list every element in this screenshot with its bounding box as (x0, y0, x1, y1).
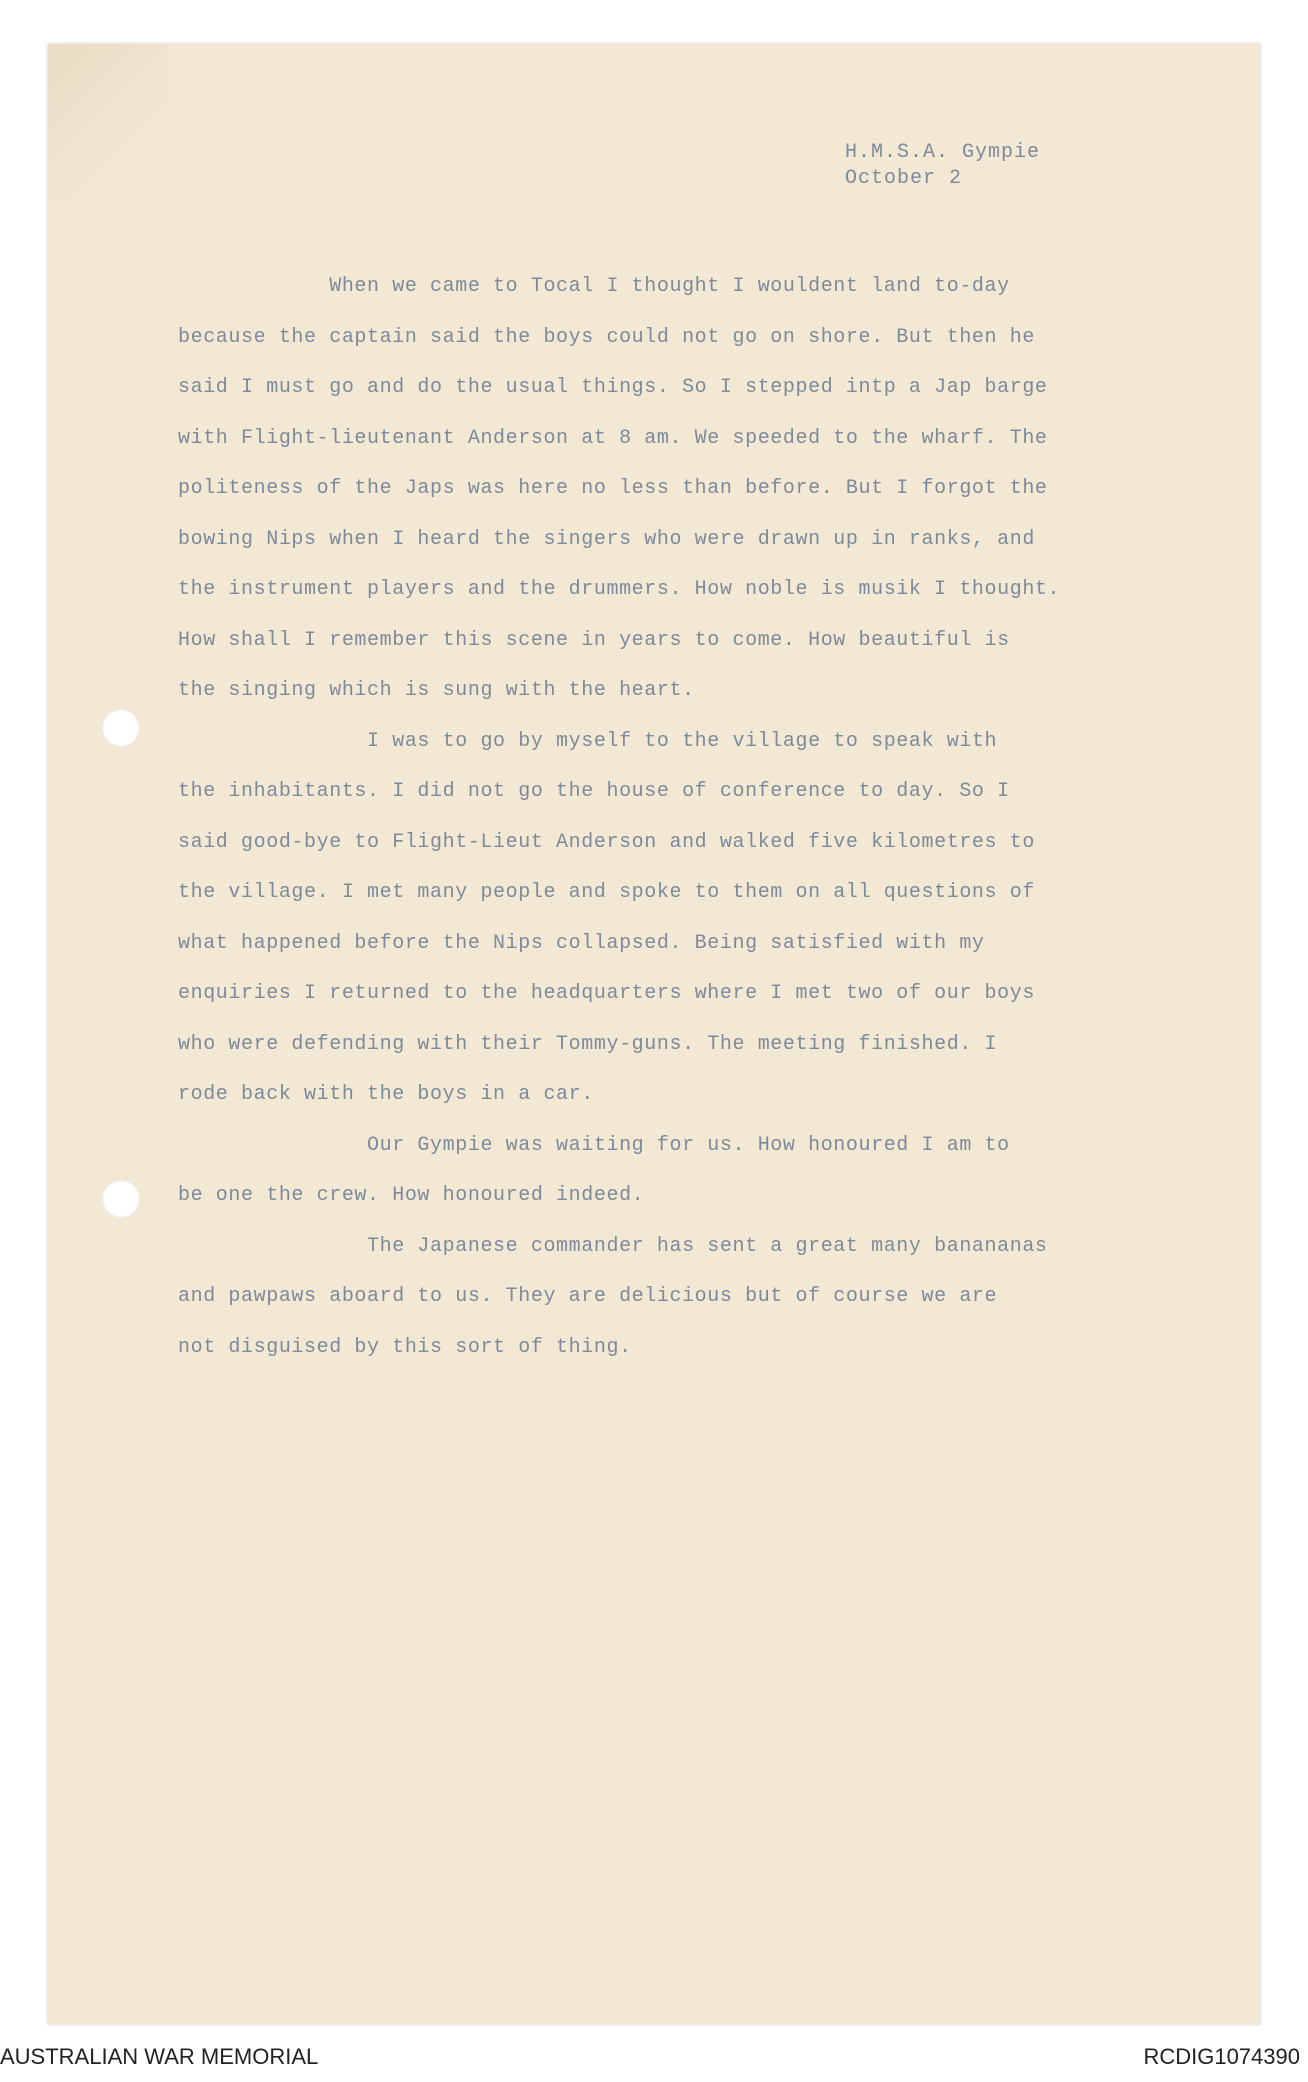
body-line: said good-bye to Flight-Lieut Anderson and walked five kilometres to (178, 830, 1035, 854)
body-line: How shall I remember this scene in years to come. How beautiful is (178, 628, 1010, 652)
body-line: because the captain said the boys could not go on shore. But then he (178, 325, 1035, 349)
punch-hole-bottom (102, 1180, 140, 1218)
body-line: with Flight-lieutenant Anderson at 8 am. We speeded to the wharf. The (178, 426, 1048, 450)
body-line: I was to go by myself to the village to speak with (178, 729, 998, 753)
body-line: Our Gympie was waiting for us. How honoured I am to (178, 1133, 1010, 1157)
body-line: The Japanese commander has sent a great many banananas (178, 1234, 1048, 1258)
institution-name: AUSTRALIAN WAR MEMORIAL (0, 2044, 319, 2069)
body-line: politeness of the Japs was here no less than before. But I forgot the (178, 477, 1048, 500)
body-line: the singing which is sung with the heart. (178, 679, 695, 702)
body-line: the inhabitants. I did not go the house of conference to day. So I (178, 780, 1010, 803)
archive-footer (0, 2044, 1308, 2074)
body-line: be one the crew. How honoured indeed. (178, 1184, 645, 1207)
body-line: the instrument players and the drummers. How noble is musik I thought. (178, 578, 1061, 601)
torn-corner (48, 44, 168, 204)
body-line: who were defending with their Tommy-guns. The meeting finished. I (178, 1032, 998, 1056)
ship-name: H.M.S.A. Gympie (845, 141, 1041, 164)
letter-body (178, 262, 1238, 1373)
letter-header (845, 140, 1040, 192)
punch-hole-top (102, 709, 140, 747)
record-id: RCDIG1074390 (1143, 2044, 1300, 2069)
body-line: the village. I met many people and spoke to them on all questions of (178, 881, 1035, 904)
letter-date: October 2 (845, 167, 963, 190)
body-line: what happened before the Nips collapsed. Being satisfied with my (178, 931, 985, 955)
body-line: not disguised by this sort of thing. (178, 1335, 632, 1359)
body-line: said I must go and do the usual things. So I stepped intp a Jap barge (178, 376, 1048, 399)
body-line: bowing Nips when I heard the singers who were drawn up in ranks, and (178, 527, 1035, 551)
body-line: and pawpaws aboard to us. They are delicious but of course we are (178, 1285, 998, 1308)
body-line: rode back with the boys in a car. (178, 1083, 594, 1106)
body-line: enquiries I returned to the headquarters where I met two of our boys (178, 982, 1035, 1005)
body-line: When we came to Tocal I thought I wouldent land to-day (178, 275, 1010, 298)
